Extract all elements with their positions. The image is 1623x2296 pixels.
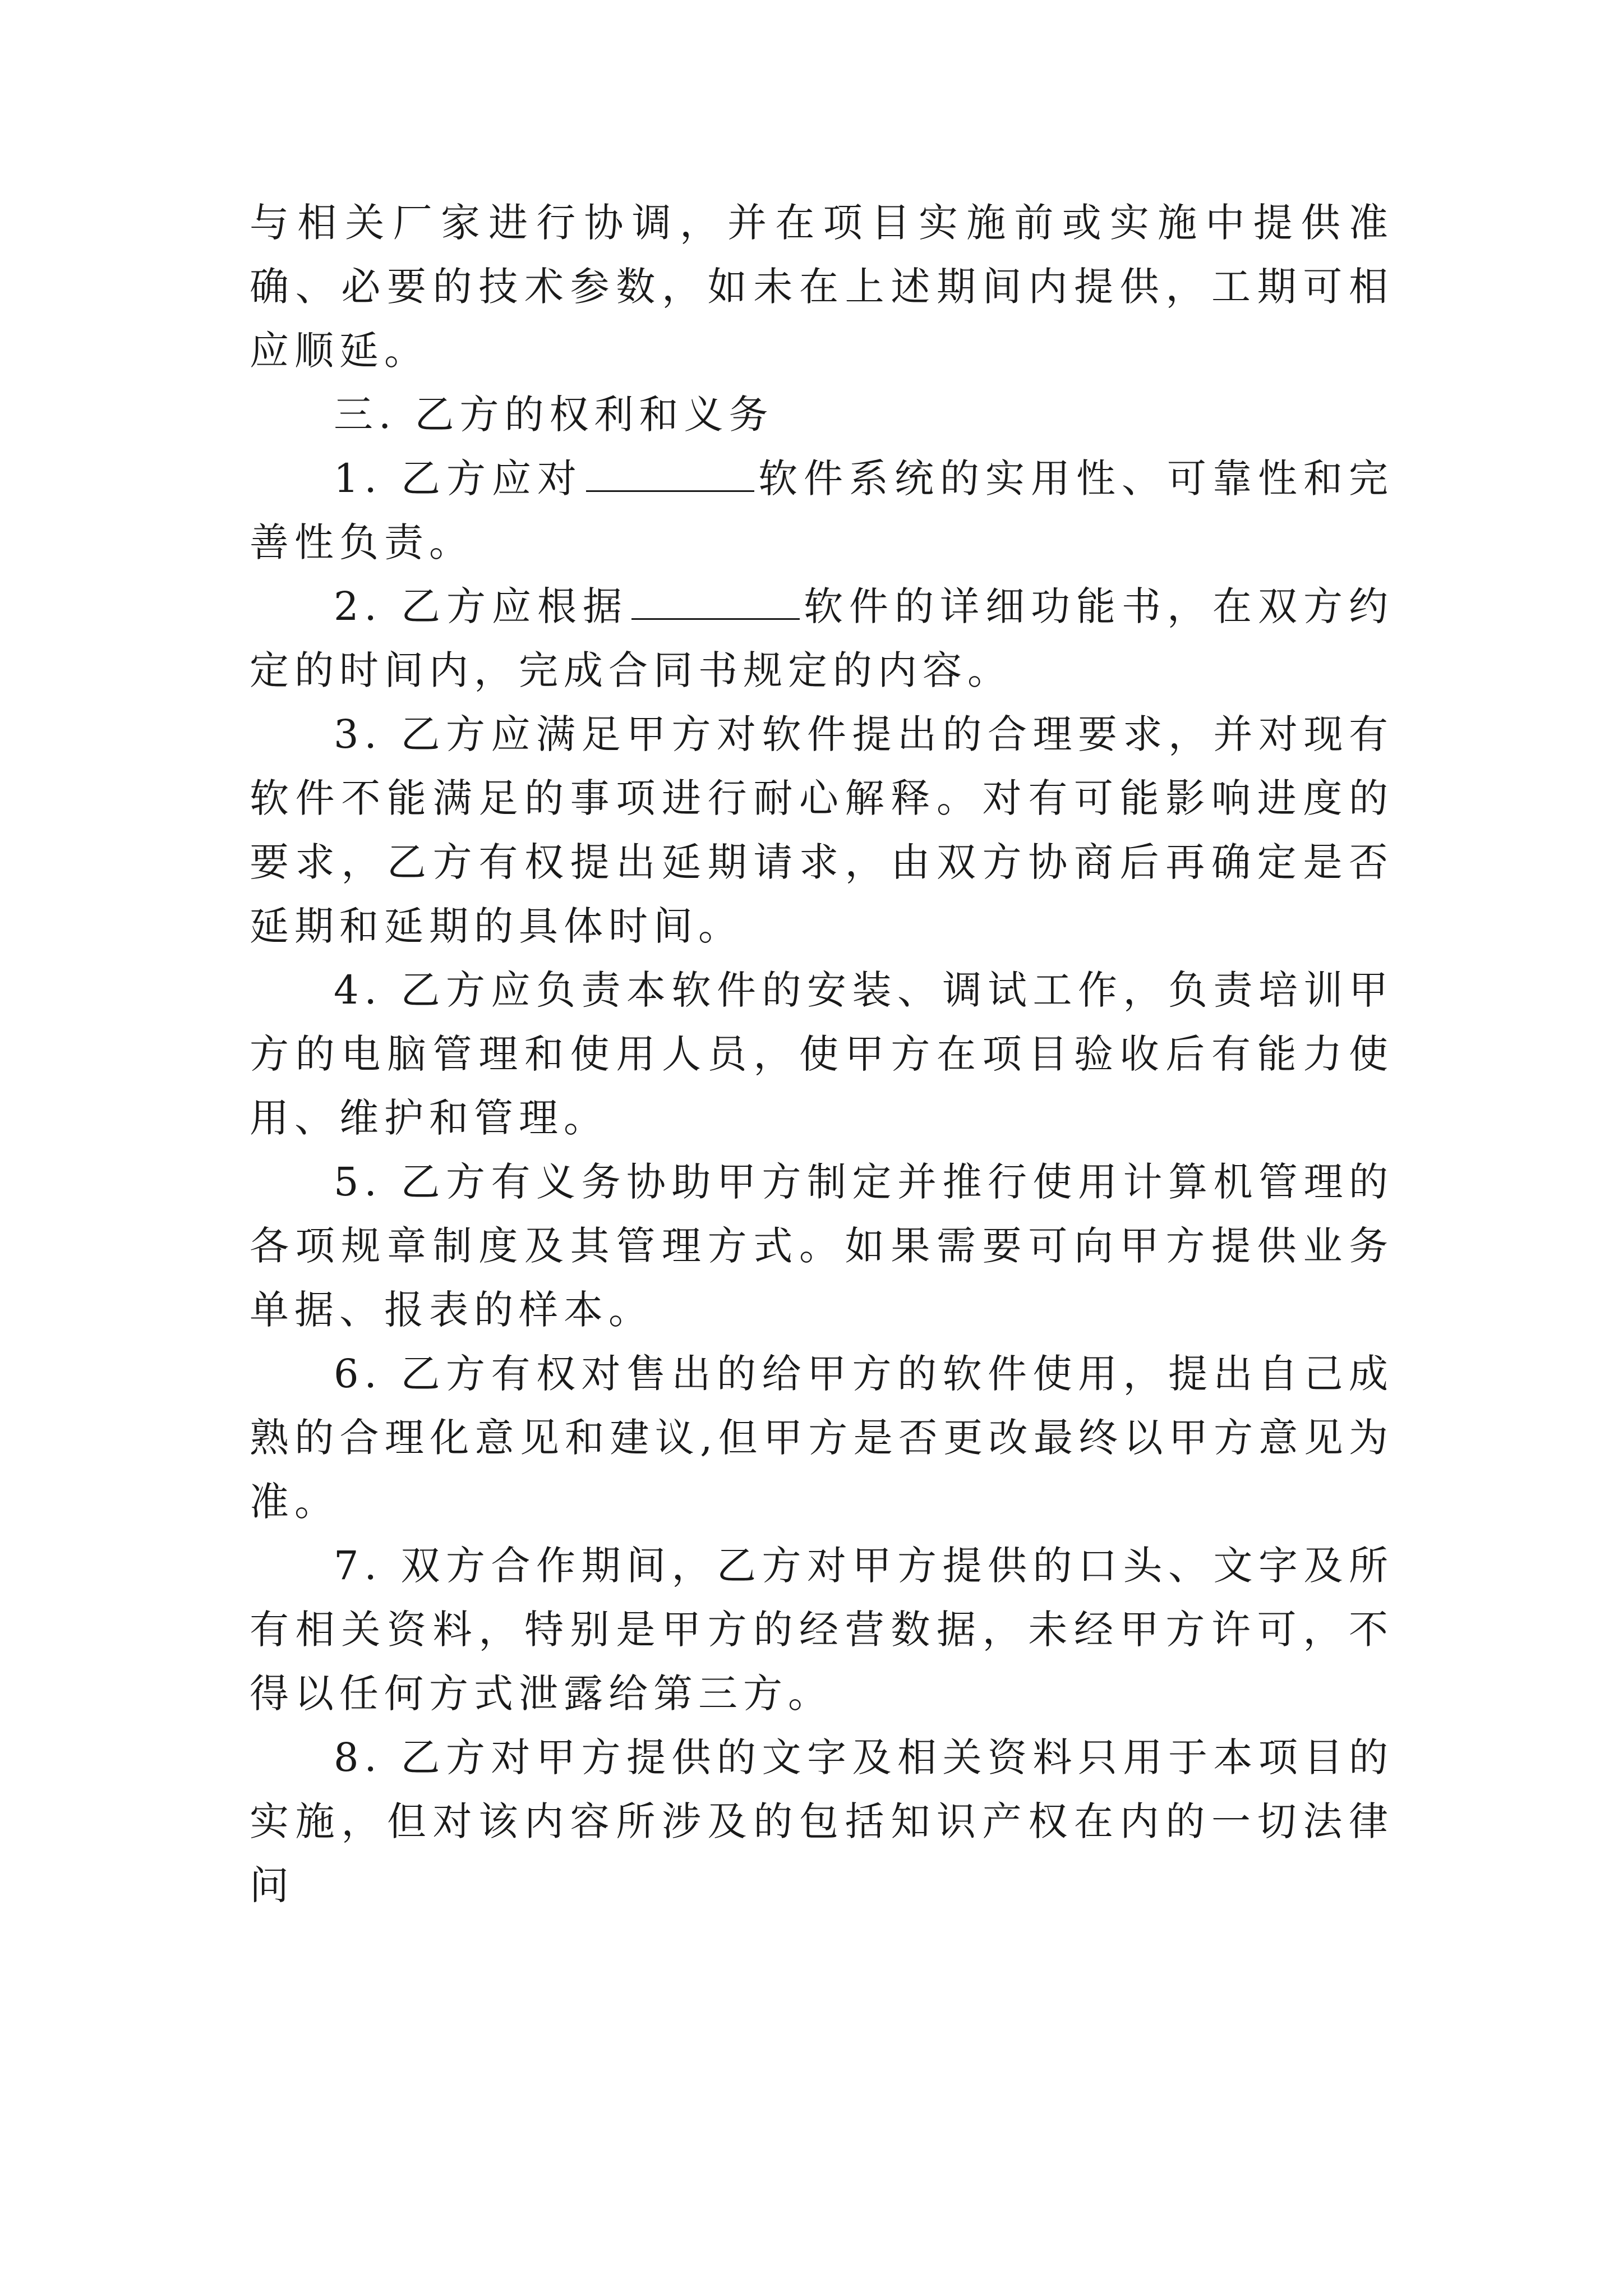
clause-1-prefix: 1. 乙方应对 xyxy=(334,455,583,501)
clause-3: 3. 乙方应满足甲方对软件提出的合理要求，并对现有软件不能满足的事项进行耐心解释。对有可能影响进度的要求，乙方有权提出延期请求，由双方协商后再确定是否延期和延期的具体时间。 xyxy=(250,711,1394,949)
clause-7: 7. 双方合作期间，乙方对甲方提供的口头、文字及所有相关资料，特别是甲方的经营数据，未经甲方许可，不得以任何方式泄露给第三方。 xyxy=(250,1543,1394,1717)
clause-2-suffix: 软件的详细功能书，在双方约定的时间内，完成合同书规定的内容。 xyxy=(250,583,1394,693)
clause-4: 4. 乙方应负责本软件的安装、调试工作，负责培训甲方的电脑管理和使用人员，使甲方在项目验收后有能力使用、维护和管理。 xyxy=(250,967,1394,1141)
clause-5: 5. 乙方有义务协助甲方制定并推行使用计算机管理的各项规章制度及其管理方式。如果需要可向甲方提供业务单据、报表的样本。 xyxy=(250,1159,1394,1333)
section-heading: 三. 乙方的权利和义务 xyxy=(334,392,774,438)
clause-8: 8. 乙方对甲方提供的文字及相关资料只用于本项目的实施，但对该内容所涉及的包括知识产权在内的一切法律问 xyxy=(250,1734,1394,1908)
continuation-paragraph: 与相关厂家进行协调，并在项目实施前或实施中提供准确、必要的技术参数，如未在上述期间内提供，工期可相应顺延。 xyxy=(250,200,1394,374)
clause-2-prefix: 2. 乙方应根据 xyxy=(334,583,629,629)
clause-2 xyxy=(250,574,1394,702)
blank-field-2 xyxy=(631,583,800,620)
blank-field-1 xyxy=(586,455,754,492)
clause-1-suffix: 软件系统的实用性、可靠性和完善性负责。 xyxy=(250,455,1394,565)
clause-1 xyxy=(250,447,1394,574)
document-body xyxy=(250,191,1394,1917)
clause-6: 6. 乙方有权对售出的给甲方的软件使用，提出自己成熟的合理化意见和建议,但甲方是否更改最终以甲方意见为准。 xyxy=(250,1351,1394,1525)
